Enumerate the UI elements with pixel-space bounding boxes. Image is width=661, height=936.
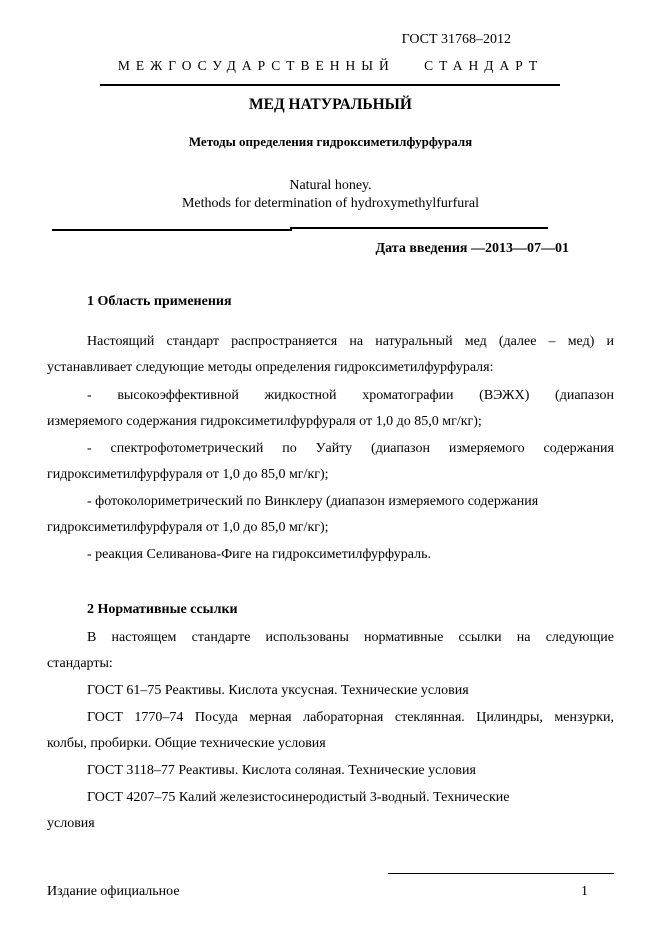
reference-gost-1770-line1: ГОСТ 1770–74 Посуда мерная лабораторная стеклянная. Цилиндры, мензурки, xyxy=(87,710,614,725)
section2-heading: 2 Нормативные ссылки xyxy=(87,602,238,617)
method-item-hplc-line2: измеряемого содержания гидроксиметилфурфураля от 1,0 до 85,0 мг/кг); xyxy=(47,414,482,429)
reference-gost-4207-line2: условия xyxy=(47,816,95,831)
method-item-hplc-line1: - высокоэффективной жидкостной хроматографии (ВЭЖХ) (диапазон xyxy=(87,388,614,403)
section1-heading: 1 Область применения xyxy=(87,294,232,309)
footer-rule xyxy=(388,873,614,874)
standard-number: ГОСТ 31768–2012 xyxy=(401,32,511,47)
page-number: 1 xyxy=(581,884,588,899)
method-item-white-line2: гидроксиметилфурфураля от 1,0 до 85,0 мг/кг); xyxy=(47,467,329,482)
footer-edition: Издание официальное xyxy=(47,884,180,899)
reference-gost-61: ГОСТ 61–75 Реактивы. Кислота уксусная. Технические условия xyxy=(87,683,469,698)
header-rule xyxy=(100,84,560,86)
method-item-seliwanoff: - реакция Селиванова-Фиге на гидроксиметилфурфураль. xyxy=(87,547,431,562)
section1-intro-line1: Настоящий стандарт распространяется на натуральный мед (далее – мед) и xyxy=(87,334,614,349)
section2-intro-line1: В настоящем стандарте использованы нормативные ссылки на следующие xyxy=(87,630,614,645)
method-item-winkler-line1: - фотоколориметрический по Винклеру (диапазон измеряемого содержания xyxy=(87,494,539,509)
section1-intro-line2: устанавливает следующие методы определения гидроксиметилфурфураля: xyxy=(47,360,494,375)
method-item-winkler-line2: гидроксиметилфурфураля от 1,0 до 85,0 мг/кг); xyxy=(47,520,329,535)
reference-gost-3118: ГОСТ 3118–77 Реактивы. Кислота соляная. Технические условия xyxy=(87,763,476,778)
interstate-word: МЕЖГОСУДАРСТВЕННЫЙ xyxy=(117,58,395,73)
section2-intro-line2: стандарты: xyxy=(47,656,113,671)
method-item-white-line1: - спектрофотометрический по Уайту (диапазон измеряемого содержания xyxy=(87,441,614,456)
introduction-date: Дата введения —2013—07—01 xyxy=(375,241,569,256)
document-subtitle: Методы определения гидроксиметилфурфураля xyxy=(188,134,473,149)
title-rule-right xyxy=(290,227,548,229)
english-title-line1: Natural honey. xyxy=(289,178,372,193)
reference-gost-4207-line1: ГОСТ 4207–75 Калий железистосинеродистый 3-водный. Технические xyxy=(87,790,510,805)
standard-word: СТАНДАРТ xyxy=(424,58,544,73)
interstate-standard-label xyxy=(0,58,661,74)
title-rule-left xyxy=(52,229,292,231)
reference-gost-1770-line2: колбы, пробирки. Общие технические условия xyxy=(47,736,326,751)
document-title: МЕД НАТУРАЛЬНЫЙ xyxy=(249,96,412,113)
english-title-line2: Methods for determination of hydroxymethylfurfural xyxy=(181,196,480,211)
